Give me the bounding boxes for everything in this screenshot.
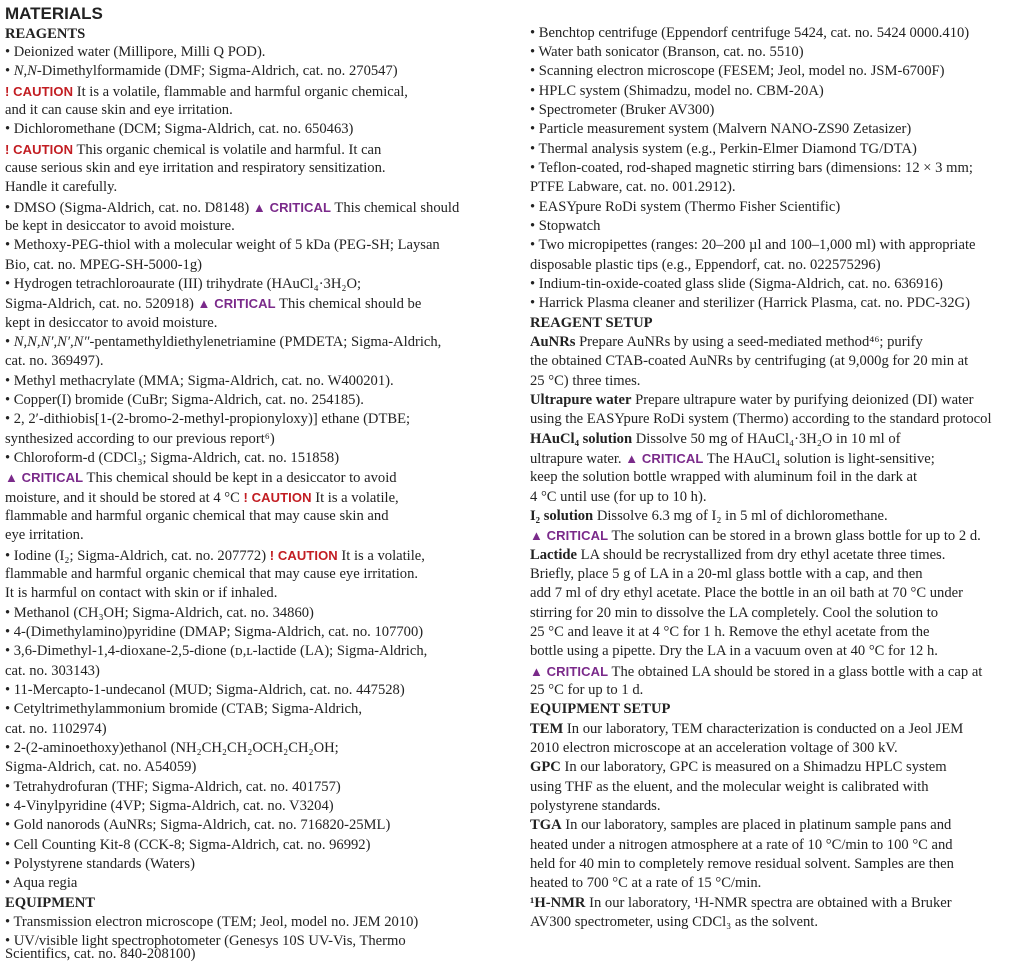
text-line: stirring for 20 min to dissolve the LA completely. Cool the solution to bbox=[530, 605, 939, 621]
list-item: • Methoxy-PEG-thiol with a molecular weight of 5 kDa (PEG-SH; Laysan bbox=[5, 237, 440, 253]
list-item: • Copper(I) bromide (CuBr; Sigma-Aldrich, cat. no. 254185). bbox=[5, 392, 364, 408]
list-item: • Gold nanorods (AuNRs; Sigma-Aldrich, cat. no. 716820-25ML) bbox=[5, 817, 391, 833]
list-item: • Tetrahydrofuran (THF; Sigma-Aldrich, cat. no. 401757) bbox=[5, 779, 341, 795]
list-item: • Polystyrene standards (Waters) bbox=[5, 856, 195, 872]
critical-note: ▲ CRITICAL This chemical should be kept in a desiccator to avoid bbox=[5, 470, 397, 486]
equipment-setup-heading: EQUIPMENT SETUP bbox=[530, 701, 671, 717]
text-line: ultrapure water. ▲ CRITICAL The HAuCl₄ solution is light-sensitive; bbox=[530, 451, 935, 467]
text-line: Sigma-Aldrich, cat. no. A54059) bbox=[5, 759, 197, 775]
list-item: • Harrick Plasma cleaner and sterilizer (Harrick Plasma, cat. no. PDC-32G) bbox=[530, 295, 970, 311]
list-item: • Methanol (CH₃OH; Sigma-Aldrich, cat. no. 34860) bbox=[5, 605, 314, 621]
list-item: • Benchtop centrifuge (Eppendorf centrifuge 5424, cat. no. 5424 0000.410) bbox=[530, 25, 970, 41]
list-item: • 2-(2-aminoethoxy)ethanol (NH₂CH₂CH₂OCH₂CH₂OH; bbox=[5, 740, 339, 756]
setup-paragraph: HAuCl₄ solution Dissolve 50 mg of HAuCl₄·3H₂O in 10 ml of bbox=[530, 431, 901, 447]
list-item: • N,N,N′,N′,N″-pentamethyldiethylenetriamine (PMDETA; Sigma-Aldrich, bbox=[5, 334, 442, 350]
text-line: Sigma-Aldrich, cat. no. 520918) ▲ CRITICAL This chemical should be bbox=[5, 296, 422, 312]
setup-paragraph: AuNRs Prepare AuNRs by using a seed-mediated method⁴⁶; purify bbox=[530, 334, 923, 350]
list-item: • DMSO (Sigma-Aldrich, cat. no. D8148) ▲ CRITICAL This chemical should bbox=[5, 200, 460, 216]
list-item: • Spectrometer (Bruker AV300) bbox=[530, 102, 715, 118]
text-line: Handle it carefully. bbox=[5, 179, 118, 195]
text-line: add 7 ml of dry ethyl acetate. Place the bottle in an oil bath at 70 °C under bbox=[530, 585, 963, 601]
list-item: • HPLC system (Shimadzu, model no. CBM-20A) bbox=[530, 83, 824, 99]
text-line: cat. no. 303143) bbox=[5, 663, 100, 679]
text-line: heated under a nitrogen atmosphere at a rate of 10 °C/min to 100 °C and bbox=[530, 837, 953, 853]
setup-paragraph: TGA In our laboratory, samples are placed in platinum sample pans and bbox=[530, 817, 952, 833]
text-line: be kept in desiccator to avoid moisture. bbox=[5, 218, 235, 234]
list-item: • EASYpure RoDi system (Thermo Fisher Scientific) bbox=[530, 199, 841, 215]
text-line: polystyrene standards. bbox=[530, 798, 661, 814]
text-line: using the EASYpure RoDi system (Thermo) according to the standard protocol bbox=[530, 411, 992, 427]
reagent-setup-heading: REAGENT SETUP bbox=[530, 315, 653, 331]
text-line: disposable plastic tips (e.g., Eppendorf, cat. no. 022575296) bbox=[530, 257, 881, 273]
setup-paragraph: GPC In our laboratory, GPC is measured on a Shimadzu HPLC system bbox=[530, 759, 947, 775]
critical-icon: ▲ CRITICAL bbox=[197, 296, 276, 311]
text-line: 2010 electron microscope at an acceleration voltage of 300 kV. bbox=[530, 740, 898, 756]
critical-icon: ▲ CRITICAL bbox=[252, 200, 332, 215]
text-line: cause serious skin and eye irritation and respiratory sensitization. bbox=[5, 160, 386, 176]
list-item: • 11-Mercapto-1-undecanol (MUD; Sigma-Aldrich, cat. no. 447528) bbox=[5, 682, 405, 698]
list-item: • Indium-tin-oxide-coated glass slide (Sigma-Aldrich, cat. no. 636916) bbox=[530, 276, 943, 292]
critical-icon: ▲ CRITICAL bbox=[5, 470, 84, 485]
text-line: AV300 spectrometer, using CDCl₃ as the solvent. bbox=[530, 914, 818, 930]
setup-paragraph: Ultrapure water Prepare ultrapure water by purifying deionized (DI) water bbox=[530, 392, 974, 408]
critical-note: ▲ CRITICAL The obtained LA should be stored in a glass bottle with a cap at bbox=[530, 664, 983, 680]
caution-icon: ! CAUTION bbox=[5, 142, 74, 157]
text-line: the obtained CTAB-coated AuNRs by centrifuging (at 9,000g for 20 min at bbox=[530, 353, 969, 369]
list-item: • 4-(Dimethylamino)pyridine (DMAP; Sigma-Aldrich, cat. no. 107700) bbox=[5, 624, 424, 640]
list-item: • Deionized water (Millipore, Milli Q POD). bbox=[5, 44, 266, 60]
list-item: • Cetyltrimethylammonium bromide (CTAB; Sigma-Aldrich, bbox=[5, 701, 362, 717]
text-line: PTFE Labware, cat. no. 001.2912). bbox=[530, 179, 736, 195]
text-line: 25 °C) three times. bbox=[530, 373, 641, 389]
text-line: 4 °C until use (for up to 10 h). bbox=[530, 489, 707, 505]
list-item: • Chloroform-d (CDCl₃; Sigma-Aldrich, cat. no. 151858) bbox=[5, 450, 340, 466]
text-line: moisture, and it should be stored at 4 °C ! CAUTION It is a volatile, bbox=[5, 490, 399, 506]
critical-icon: ▲ CRITICAL bbox=[530, 528, 609, 543]
list-item: • Dichloromethane (DCM; Sigma-Aldrich, cat. no. 650463) bbox=[5, 121, 354, 137]
list-item: • 3,6-Dimethyl-1,4-dioxane-2,5-dione (ᴅ,ʟ-lactide (LA); Sigma-Aldrich, bbox=[5, 643, 428, 659]
text-line: eye irritation. bbox=[5, 527, 84, 543]
list-item: • Scanning electron microscope (FESEM; Jeol, model no. JSM-6700F) bbox=[530, 63, 945, 79]
text-line: synthesized according to our previous report⁶) bbox=[5, 431, 275, 447]
list-item: • Particle measurement system (Malvern NANO-ZS90 Zetasizer) bbox=[530, 121, 912, 137]
text-line: heated to 700 °C at a rate of 15 °C/min. bbox=[530, 875, 762, 891]
text-line: cat. no. 369497). bbox=[5, 353, 104, 369]
text-line: Briefly, place 5 g of LA in a 20-ml glass bottle with a cap, and then bbox=[530, 566, 923, 582]
text-line: using THF as the eluent, and the molecular weight is calibrated with bbox=[530, 779, 929, 795]
reagents-heading: REAGENTS bbox=[5, 26, 86, 42]
text-line: and it can cause skin and eye irritation. bbox=[5, 102, 233, 118]
list-item: • Transmission electron microscope (TEM; Jeol, model no. JEM 2010) bbox=[5, 914, 419, 930]
text-line: bottle using a pipette. Dry the LA in a vacuum oven at 40 °C for 12 h. bbox=[530, 643, 938, 659]
caution-icon: ! CAUTION bbox=[243, 490, 312, 505]
list-item: • Cell Counting Kit-8 (CCK-8; Sigma-Aldrich, cat. no. 96992) bbox=[5, 837, 371, 853]
section-title: MATERIALS bbox=[5, 4, 103, 23]
list-item: • Aqua regia bbox=[5, 875, 78, 891]
text-line: held for 40 min to completely remove residual solvent. Samples are then bbox=[530, 856, 954, 872]
text-line: flammable and harmful organic chemical that may cause eye irritation. bbox=[5, 566, 419, 582]
list-item: • 2, 2′-dithiobis[1-(2-bromo-2-methyl-propionyloxy)] ethane (DTBE; bbox=[5, 411, 411, 427]
text-line: 25 °C for up to 1 d. bbox=[530, 682, 644, 698]
text-line: It is harmful on contact with skin or if inhaled. bbox=[5, 585, 278, 601]
list-item: • Hydrogen tetrachloroaurate (III) trihydrate (HAuCl₄·3H₂O; bbox=[5, 276, 362, 292]
caution-icon: ! CAUTION bbox=[269, 548, 338, 563]
caution-note: ! CAUTION It is a volatile, flammable and harmful organic chemical, bbox=[5, 84, 408, 100]
list-item: • Stopwatch bbox=[530, 218, 601, 234]
list-item: • Water bath sonicator (Branson, cat. no. 5510) bbox=[530, 44, 804, 60]
setup-paragraph: Lactide LA should be recrystallized from dry ethyl acetate three times. bbox=[530, 547, 946, 563]
text-line: kept in desiccator to avoid moisture. bbox=[5, 315, 218, 331]
text-line: keep the solution bottle wrapped with aluminum foil in the dark at bbox=[530, 469, 918, 485]
setup-paragraph: ¹H-NMR In our laboratory, ¹H-NMR spectra are obtained with a Bruker bbox=[530, 895, 952, 911]
text-line: Scientifics, cat. no. 840-208100) bbox=[5, 946, 196, 962]
critical-icon: ▲ CRITICAL bbox=[530, 664, 609, 679]
list-item: • Iodine (I₂; Sigma-Aldrich, cat. no. 207772) ! CAUTION It is a volatile, bbox=[5, 548, 425, 564]
text-line: Bio, cat. no. MPEG-SH-5000-1g) bbox=[5, 257, 203, 273]
list-item: • 4-Vinylpyridine (4VP; Sigma-Aldrich, cat. no. V3204) bbox=[5, 798, 334, 814]
list-item: • Thermal analysis system (e.g., Perkin-Elmer Diamond TG/DTA) bbox=[530, 141, 917, 157]
text-line: flammable and harmful organic chemical that may cause skin and bbox=[5, 508, 389, 524]
critical-note: ▲ CRITICAL The solution can be stored in a brown glass bottle for up to 2 d. bbox=[530, 528, 981, 544]
list-item: • Teflon-coated, rod-shaped magnetic stirring bars (dimensions: 12 × 3 mm; bbox=[530, 160, 973, 176]
list-item: • UV/visible light spectrophotometer (Genesys 10S UV-Vis, Thermo bbox=[5, 933, 406, 949]
caution-note: ! CAUTION This organic chemical is volatile and harmful. It can bbox=[5, 142, 382, 158]
text-line: 25 °C and leave it at 4 °C for 1 h. Remove the ethyl acetate from the bbox=[530, 624, 930, 640]
setup-paragraph: I₂ solution Dissolve 6.3 mg of I₂ in 5 ml of dichloromethane. bbox=[530, 508, 888, 524]
setup-paragraph: TEM In our laboratory, TEM characterization is conducted on a Jeol JEM bbox=[530, 721, 964, 737]
caution-icon: ! CAUTION bbox=[5, 84, 74, 99]
list-item: • Methyl methacrylate (MMA; Sigma-Aldrich, cat. no. W400201). bbox=[5, 373, 394, 389]
equipment-heading: EQUIPMENT bbox=[5, 895, 95, 911]
critical-icon: ▲ CRITICAL bbox=[625, 451, 704, 466]
list-item: • Two micropipettes (ranges: 20–200 µl and 100–1,000 ml) with appropriate bbox=[530, 237, 976, 253]
text-line: cat. no. 1102974) bbox=[5, 721, 107, 737]
list-item: • N,N-Dimethylformamide (DMF; Sigma-Aldrich, cat. no. 270547) bbox=[5, 63, 398, 79]
